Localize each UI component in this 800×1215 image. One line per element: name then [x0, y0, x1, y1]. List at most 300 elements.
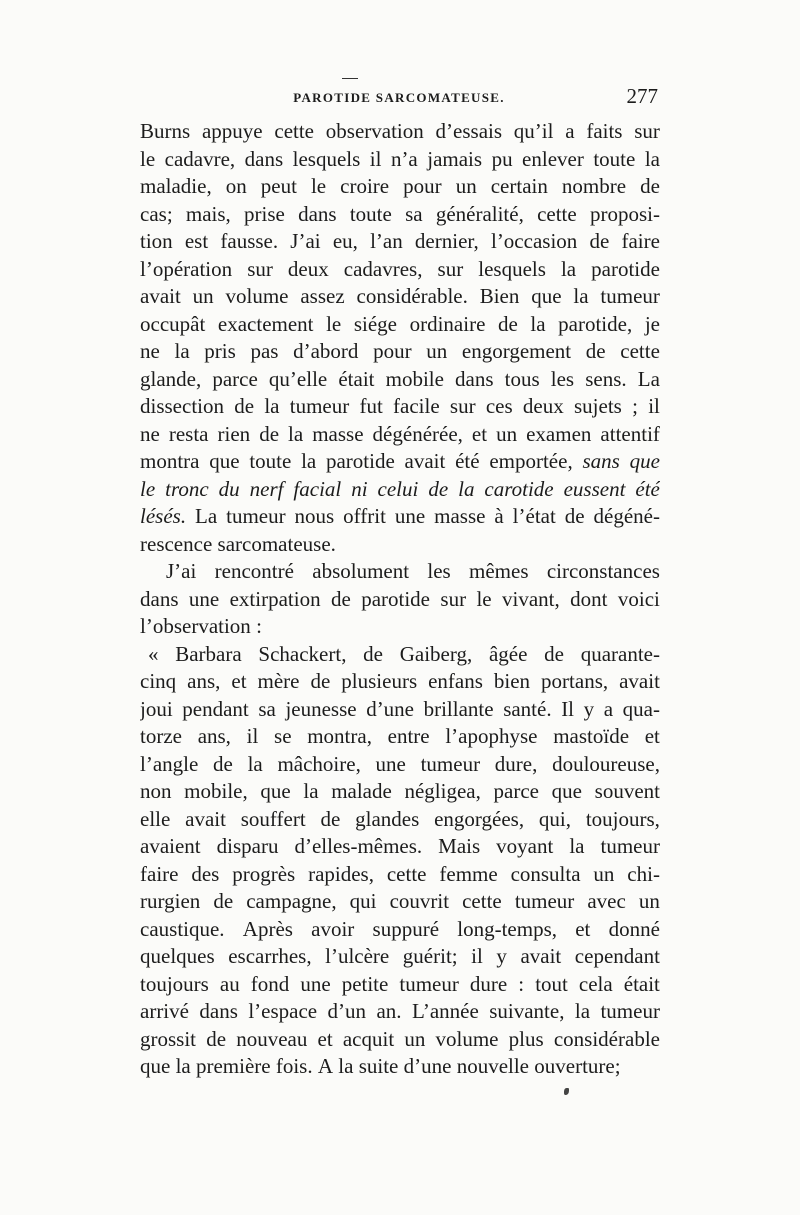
- word: quarante-: [580, 641, 660, 666]
- word: ;: [632, 394, 638, 418]
- paragraph: [140, 641, 660, 1081]
- word: parce: [493, 779, 539, 803]
- word: la: [338, 1054, 354, 1078]
- word: dans: [244, 146, 284, 171]
- text-line: [140, 1053, 660, 1081]
- text-line: [140, 173, 660, 201]
- word: entre: [387, 724, 430, 748]
- text-line: [140, 586, 660, 614]
- word: pu: [491, 146, 513, 171]
- word: d’un: [327, 999, 367, 1023]
- word: mâchoire,: [277, 751, 361, 776]
- word: cependant: [574, 944, 660, 968]
- word: était: [623, 971, 660, 996]
- word: un: [404, 1026, 426, 1051]
- word: peut: [260, 174, 297, 198]
- word: de: [428, 476, 449, 501]
- running-title: PAROTIDE SARCOMATEUSE.: [293, 90, 505, 105]
- word: les: [550, 366, 575, 391]
- text-line: [140, 393, 660, 421]
- text-line: [140, 366, 660, 394]
- word: je: [644, 311, 660, 336]
- word: J’ai: [290, 229, 321, 253]
- word: voyant: [496, 834, 554, 858]
- word: que: [209, 449, 240, 473]
- text-line: [140, 696, 660, 724]
- word: jeunesse: [285, 696, 357, 721]
- word: mêmes: [469, 559, 529, 583]
- word: joui: [140, 696, 173, 721]
- word: se: [274, 724, 292, 748]
- word: il: [471, 944, 483, 968]
- word: le: [140, 146, 156, 171]
- text-line: [140, 531, 660, 559]
- word: avait: [520, 944, 562, 968]
- word: sur: [440, 586, 467, 611]
- word: enfans: [428, 669, 483, 693]
- word: emportée,: [489, 449, 573, 473]
- word: parotide,: [558, 311, 633, 336]
- word: dans: [298, 201, 337, 226]
- word: circonstances: [546, 559, 660, 583]
- word: il: [246, 724, 259, 748]
- word: masse: [312, 421, 364, 446]
- page-number: 277: [626, 84, 658, 108]
- word: la: [264, 394, 280, 418]
- word: ne: [140, 421, 160, 446]
- word: sur: [437, 256, 464, 281]
- paragraph: [140, 118, 660, 558]
- word: caustique.: [140, 916, 225, 941]
- word: qu’il: [513, 119, 554, 143]
- word: a: [565, 119, 575, 143]
- word: la: [569, 834, 585, 858]
- word: montra: [140, 449, 200, 473]
- word: ces: [485, 394, 513, 418]
- word: rencontré: [214, 559, 294, 583]
- word: quelques: [140, 944, 215, 968]
- word: de: [259, 421, 280, 446]
- word: tumeur: [289, 394, 350, 418]
- word: montra,: [307, 724, 372, 748]
- word: cinq: [140, 669, 177, 693]
- word: on: [225, 174, 247, 198]
- text-line: [140, 338, 660, 366]
- word: mobile,: [184, 779, 248, 803]
- word: suite: [358, 1054, 399, 1078]
- word: nouvelle: [456, 1054, 529, 1078]
- word: fut: [359, 394, 383, 418]
- word: suppuré: [372, 916, 440, 941]
- text-line: [140, 201, 660, 229]
- word: qui,: [538, 806, 572, 831]
- text-line: [140, 118, 660, 146]
- word: examen: [526, 421, 592, 446]
- page-body: [140, 118, 660, 1081]
- text-line: [140, 751, 660, 779]
- word: dont: [570, 586, 608, 611]
- word: que: [629, 449, 660, 473]
- word: de: [640, 174, 660, 198]
- word: nombre: [561, 174, 627, 198]
- word: brillante: [423, 696, 494, 721]
- word: assez: [300, 284, 345, 308]
- word: avait: [619, 669, 660, 693]
- word: une: [188, 586, 220, 611]
- word: attentif: [600, 421, 660, 446]
- word: fois.: [275, 1054, 313, 1078]
- text-line: [140, 861, 660, 889]
- word: et: [231, 669, 247, 693]
- word: ne: [140, 339, 160, 363]
- text-line: [140, 888, 660, 916]
- word: carotide: [484, 476, 554, 501]
- word: souffert: [240, 806, 306, 831]
- word: couvrit: [389, 889, 450, 913]
- word: Burns: [140, 119, 191, 143]
- word: du: [218, 476, 240, 501]
- word: des: [191, 861, 220, 886]
- word: suivante,: [489, 999, 565, 1023]
- word: il: [648, 394, 660, 418]
- header-rule: [342, 78, 358, 79]
- word: campagne,: [246, 889, 337, 913]
- word: une: [394, 504, 426, 528]
- word: vivant,: [502, 586, 560, 611]
- text-line: [140, 806, 660, 834]
- word: dure,: [494, 751, 538, 776]
- word: pendant: [182, 696, 249, 721]
- word: exactement: [217, 311, 314, 336]
- word: été: [455, 449, 480, 473]
- word: tout: [535, 971, 568, 996]
- word: resta: [168, 421, 209, 446]
- text-line: [140, 256, 660, 284]
- word: rien: [217, 421, 251, 446]
- word: la: [574, 999, 591, 1023]
- word: première: [195, 1054, 271, 1078]
- word: la: [247, 751, 263, 776]
- word: acquit: [342, 1026, 395, 1051]
- word: y: [583, 696, 595, 721]
- word: tumeur: [600, 834, 660, 858]
- word: de: [213, 889, 234, 913]
- word: tronc: [165, 476, 209, 501]
- word: arrivé: [140, 999, 189, 1023]
- word: était: [338, 366, 375, 391]
- word: celui: [377, 476, 419, 501]
- word: Schackert,: [258, 641, 347, 666]
- word: petite: [341, 971, 389, 996]
- word: l’observation: [140, 614, 251, 638]
- word: de: [564, 504, 585, 528]
- word: est: [184, 229, 209, 253]
- word: a: [603, 696, 614, 721]
- word: un: [426, 339, 448, 363]
- word: :: [518, 971, 525, 996]
- word: an.: [376, 999, 402, 1023]
- word: facile: [393, 394, 440, 418]
- word: tumeur: [226, 504, 286, 528]
- word: sujets: [574, 394, 622, 418]
- word: ans,: [187, 669, 221, 693]
- word: cette: [537, 201, 577, 226]
- word: femme: [439, 861, 498, 886]
- text-line: [140, 723, 660, 751]
- word: cela: [578, 971, 613, 996]
- word: glandes: [355, 806, 420, 831]
- word: que: [260, 779, 291, 803]
- word: la: [458, 476, 475, 501]
- text-line: [140, 613, 660, 641]
- word: eu,: [332, 229, 358, 253]
- word: fausse.: [220, 229, 279, 253]
- word: volume: [435, 1026, 499, 1051]
- word: de: [310, 669, 331, 693]
- word: parotide: [591, 256, 660, 281]
- word: d’abord: [293, 339, 359, 363]
- word: parotide: [361, 586, 431, 611]
- text-line: [140, 641, 660, 669]
- word: la: [288, 421, 304, 446]
- word: La: [195, 504, 218, 528]
- word: que: [531, 284, 562, 308]
- word: toute: [349, 201, 392, 226]
- word: considérable: [553, 1026, 660, 1051]
- word: l’état: [512, 504, 556, 528]
- word: sur: [634, 119, 660, 143]
- word: la: [301, 449, 317, 473]
- word: tion: [140, 229, 173, 253]
- text-line: [140, 998, 660, 1026]
- word: qu’elle: [268, 366, 328, 391]
- word: toujours,: [585, 806, 660, 831]
- word: âgée: [488, 641, 528, 666]
- text-line: [140, 778, 660, 806]
- paragraph: [140, 558, 660, 641]
- word: pour: [403, 174, 442, 198]
- word: sarcomateuse.: [217, 531, 336, 556]
- word: croire: [340, 174, 390, 198]
- word: proposi-: [589, 201, 660, 226]
- word: cette: [620, 339, 660, 363]
- text-line: [140, 971, 660, 999]
- word: faire: [621, 229, 660, 253]
- word: faits: [586, 119, 623, 143]
- word: d’une: [403, 1054, 452, 1078]
- text-line: [140, 421, 660, 449]
- word: une: [300, 971, 331, 996]
- word: cette: [274, 119, 315, 143]
- word: la: [644, 146, 660, 171]
- word: progrès: [232, 861, 296, 886]
- word: deux: [522, 394, 564, 418]
- word: l’an: [370, 229, 403, 253]
- word: plusieurs: [341, 669, 418, 693]
- word: bien: [493, 669, 531, 693]
- text-line: [140, 476, 660, 504]
- word: négligea,: [404, 779, 481, 803]
- word: «: [148, 641, 159, 666]
- word: cette: [462, 889, 502, 913]
- text-line: [140, 558, 660, 586]
- word: cette: [386, 861, 427, 886]
- word: mère: [257, 669, 300, 693]
- word: le: [476, 586, 492, 611]
- word: toute: [249, 449, 292, 473]
- text-line: [140, 668, 660, 696]
- word: engorgées,: [434, 806, 525, 831]
- word: tumeur: [399, 971, 459, 996]
- word: le: [140, 476, 156, 501]
- word: dissection: [140, 394, 224, 418]
- word: et: [575, 916, 591, 941]
- word: prise: [244, 201, 285, 226]
- text-line: [140, 503, 660, 531]
- text-line: [140, 448, 660, 476]
- word: de: [234, 394, 255, 418]
- word: tumeur: [514, 889, 575, 913]
- word: Bien: [479, 284, 520, 308]
- word: de: [497, 311, 518, 336]
- word: sens.: [585, 366, 627, 391]
- word: tous: [504, 366, 540, 391]
- word: jamais: [427, 146, 483, 171]
- word: escarrhes,: [228, 944, 312, 968]
- word: cas;: [140, 201, 173, 226]
- word: J’ai: [166, 559, 197, 583]
- word: au: [219, 971, 240, 996]
- word: consulta: [510, 861, 581, 886]
- word: dans: [455, 366, 494, 391]
- word: avait: [404, 449, 446, 473]
- word: de: [363, 641, 383, 666]
- word: enlever: [522, 146, 584, 171]
- word: mais,: [185, 201, 231, 226]
- word: de: [589, 229, 610, 253]
- word: dure: [469, 971, 508, 996]
- word: à: [494, 504, 504, 528]
- word: parotide: [325, 449, 395, 473]
- word: rapides,: [308, 861, 374, 886]
- ink-blot: [564, 1088, 569, 1095]
- word: Il: [561, 696, 575, 721]
- word: les: [427, 559, 451, 583]
- word: eussent: [563, 476, 626, 501]
- text-line: [140, 916, 660, 944]
- word: A: [317, 1054, 334, 1078]
- word: pris: [204, 339, 236, 363]
- word: dégénérée,: [372, 421, 463, 446]
- word: lesquels: [478, 256, 546, 281]
- word: l’espace: [248, 999, 318, 1023]
- word: maladie,: [140, 174, 212, 198]
- word: rurgien: [140, 889, 201, 913]
- word: ans,: [197, 724, 231, 748]
- word: de: [213, 751, 233, 776]
- word: pour: [373, 339, 412, 363]
- word: observation: [325, 119, 424, 143]
- word: souvent: [594, 779, 660, 803]
- word: portans,: [541, 669, 609, 693]
- word: Barbara: [175, 641, 242, 666]
- word: d’elles-mêmes.: [294, 834, 423, 858]
- word: sa: [405, 201, 423, 226]
- word: appuye: [201, 119, 263, 143]
- word: toujours: [140, 971, 209, 996]
- word: le: [310, 174, 327, 198]
- word: mastoïde: [553, 724, 630, 748]
- word: que: [140, 1054, 171, 1078]
- word: sa: [258, 696, 276, 721]
- word: long-temps,: [457, 916, 557, 941]
- word: la: [530, 311, 546, 336]
- word: d’une: [366, 696, 415, 721]
- word: de: [585, 339, 606, 363]
- word: cadavres,: [343, 256, 423, 281]
- word: ordinaire: [409, 311, 486, 336]
- word: cadavre,: [164, 146, 236, 171]
- word: masse: [434, 504, 486, 528]
- word: qui: [349, 889, 377, 913]
- word: Mais: [438, 834, 481, 858]
- text-line: [140, 228, 660, 256]
- word: siége: [353, 311, 397, 336]
- word: disparu: [216, 834, 279, 858]
- word: avoir: [311, 916, 355, 941]
- word: ouverture;: [534, 1054, 621, 1078]
- word: de: [330, 586, 351, 611]
- word: deux: [287, 256, 329, 281]
- word: un: [593, 861, 615, 886]
- word: l’apophyse: [445, 724, 538, 748]
- word: nerf: [249, 476, 284, 501]
- word: tumeur: [600, 999, 660, 1023]
- word: santé.: [503, 696, 552, 721]
- word: de: [544, 641, 564, 666]
- word: engorgement: [461, 339, 572, 363]
- word: nous: [294, 504, 335, 528]
- word: Après: [242, 916, 293, 941]
- word: il: [369, 146, 382, 171]
- word: voici: [617, 586, 660, 611]
- word: sur: [247, 256, 273, 281]
- text-line: [140, 1026, 660, 1054]
- word: Gaiberg,: [399, 641, 473, 666]
- word: que: [551, 779, 582, 803]
- word: dans: [140, 586, 179, 611]
- text-line: [140, 833, 660, 861]
- word: la: [560, 256, 577, 281]
- word: l’angle: [140, 751, 199, 776]
- word: un: [455, 174, 477, 198]
- text-line: [140, 283, 660, 311]
- word: la: [303, 779, 319, 803]
- word: un: [192, 284, 214, 308]
- word: d’essais: [435, 119, 503, 143]
- word: avait: [140, 284, 181, 308]
- word: douloureuse,: [552, 751, 660, 776]
- word: avait: [185, 806, 226, 831]
- word: et: [317, 1026, 333, 1051]
- word: chi-: [627, 861, 660, 886]
- word: la: [573, 284, 589, 308]
- word: la: [175, 1054, 191, 1078]
- word: ni: [351, 476, 368, 501]
- word: fond: [250, 971, 290, 996]
- word: sur: [449, 394, 476, 418]
- word: mobile: [385, 366, 444, 391]
